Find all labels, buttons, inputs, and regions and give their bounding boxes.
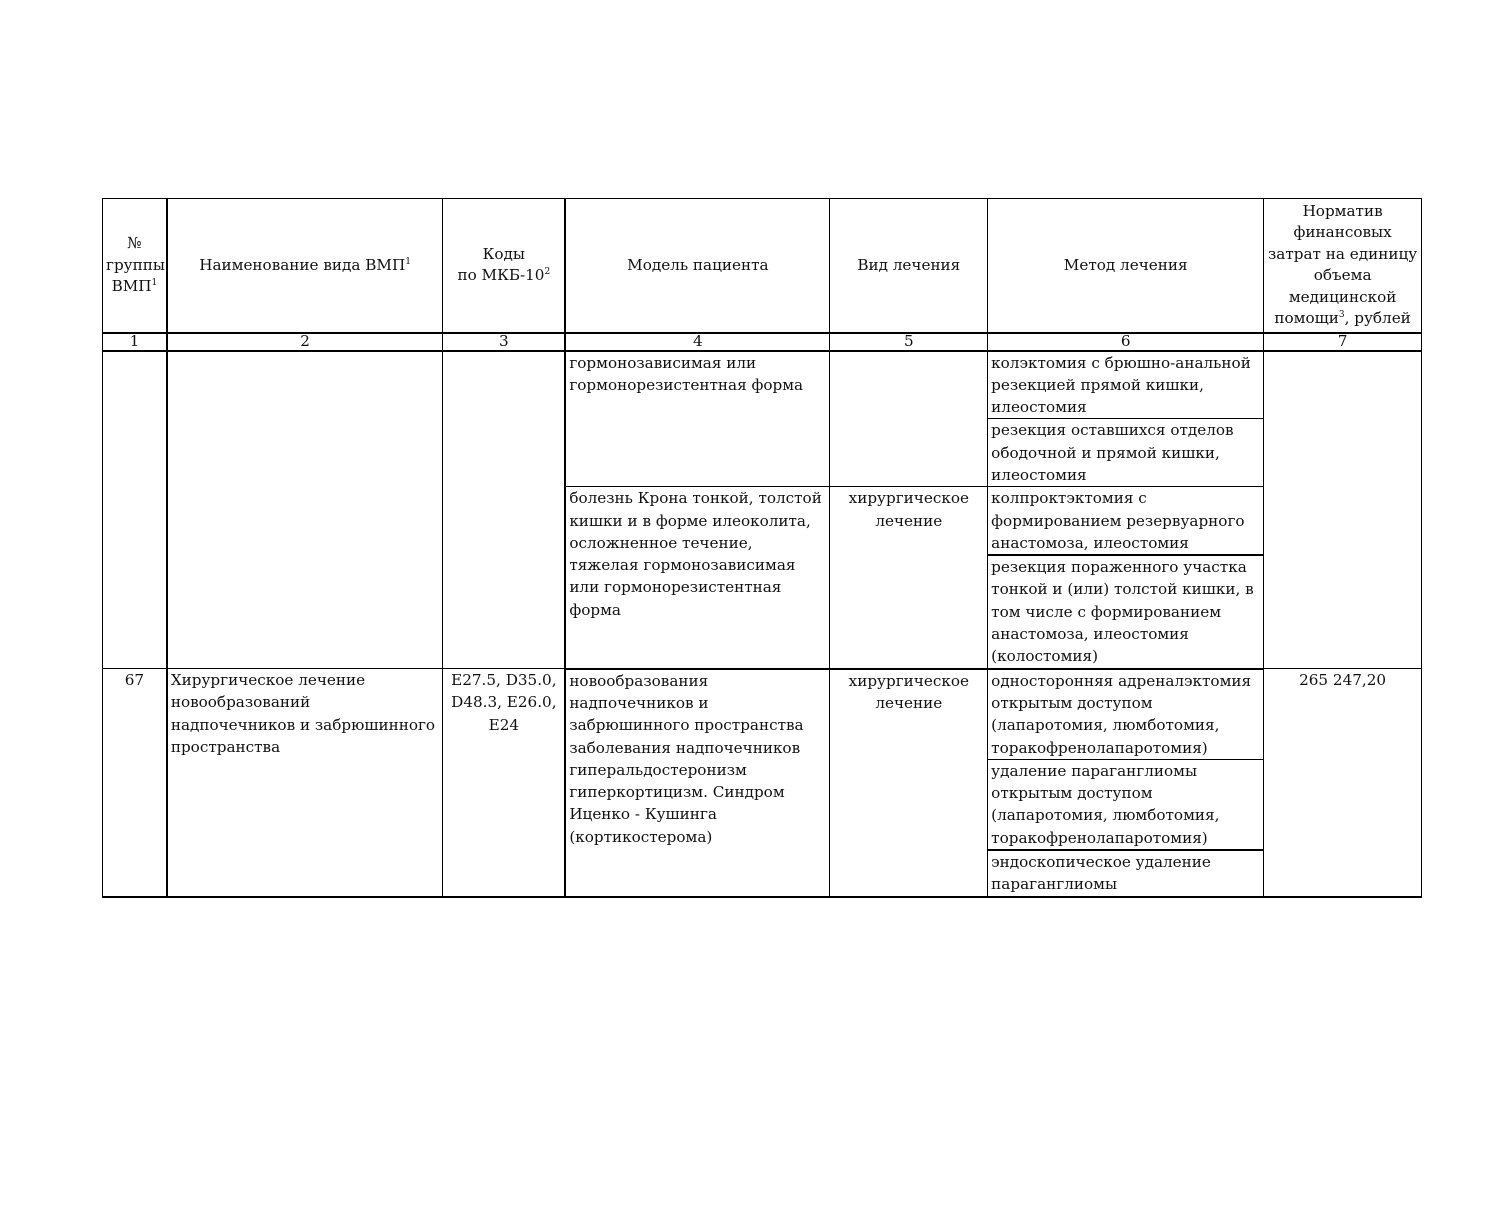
column-number: 3 (443, 333, 565, 351)
table-row (103, 669, 1422, 897)
treatment-type-cell (830, 351, 988, 487)
treatment-method: колпроктэктомия с формированием резервуарного анастомоза, илеостомия (988, 487, 1263, 556)
header-icd-codes (443, 199, 565, 333)
icd-codes-cell (443, 351, 565, 669)
header-vmp-name (167, 199, 443, 333)
header-text: по МКБ-10 (457, 266, 545, 285)
treatment-type-cell: хирургическое лечение (830, 669, 988, 897)
header-text: Вид лечения (857, 255, 961, 274)
table-row (103, 351, 1422, 487)
treatment-type-cell: хирургическое лечение (830, 487, 988, 669)
column-number: 1 (103, 333, 167, 351)
treatment-method-cell (988, 669, 1264, 897)
header-text: медицинской (1288, 287, 1397, 306)
header-text: ВМП (111, 277, 152, 295)
icd-codes-cell: E27.5, D35.0, D48.3, E26.0, E24 (443, 669, 565, 897)
header-text: группы (106, 255, 165, 274)
column-number: 2 (167, 333, 443, 351)
footnote-ref: 3 (1338, 310, 1345, 321)
footnote-ref: 2 (544, 267, 551, 278)
header-group-number (103, 199, 167, 333)
vmp-name-cell: Хирургическое лечение новообразований надпочечников и забрюшинного пространства (167, 669, 443, 897)
header-text: помощи (1274, 309, 1339, 328)
header-text: объема (1313, 266, 1372, 285)
cost-cell (1264, 351, 1422, 669)
header-text: № (127, 234, 142, 252)
group-number-cell (103, 351, 167, 669)
treatment-method: односторонняя адреналэктомия открытым доступом (лапаротомия, люмботомия, торакофренолапаротомия) (988, 670, 1263, 760)
column-number-row (103, 333, 1422, 351)
footnote-ref: 1 (405, 256, 411, 267)
group-number-cell: 67 (103, 669, 167, 897)
header-text: финансовых (1293, 223, 1392, 242)
header-text: , рублей (1344, 309, 1411, 328)
treatment-method: резекция пораженного участка тонкой и (или) толстой кишки, в том числе с формированием анастомоза, илеостомия (колостомия) (991, 558, 1254, 666)
treatment-method: колэктомия с брюшно-анальной резекцией прямой кишки, илеостомия (988, 352, 1263, 420)
footnote-ref: 1 (151, 277, 158, 288)
treatment-method-cell (988, 487, 1264, 669)
patient-model-cell: гормонозависимая или гормонорезистентная форма (565, 351, 830, 487)
patient-model-cell: болезнь Крона тонкой, толстой кишки и в форме илеоколита, осложненное течение, тяжелая гормонозависимая или гормонорезистентная форма (565, 487, 830, 669)
header-treatment-type (830, 199, 988, 333)
header-text: затрат на единицу (1268, 244, 1418, 263)
header-text: Коды (482, 244, 525, 263)
header-text: Наименование вида ВМП (199, 255, 406, 274)
patient-model-cell: новообразования надпочечников и забрюшинного пространства заболевания надпочечников гиперальдостеронизм гиперкортицизм. Синдром Иценко - Кушинга (кортикостерома) (565, 669, 830, 897)
column-number: 4 (565, 333, 830, 351)
treatment-method: резекция оставшихся отделов ободочной и прямой кишки, илеостомия (991, 421, 1234, 484)
column-number: 5 (830, 333, 988, 351)
column-number: 6 (988, 333, 1264, 351)
header-row (103, 199, 1422, 333)
treatment-method: удаление параганглиомы открытым доступом (лапаротомия, люмботомия, торакофренолапаротомия) (988, 760, 1263, 851)
header-patient-model (565, 199, 830, 333)
cost-cell: 265 247,20 (1264, 669, 1422, 897)
vmp-name-cell (167, 351, 443, 669)
treatment-method: эндоскопическое удаление параганглиомы (991, 853, 1211, 894)
header-cost-norm (1264, 199, 1422, 333)
column-number: 7 (1264, 333, 1422, 351)
header-text: Метод лечения (1063, 255, 1188, 274)
treatment-method-cell (988, 351, 1264, 487)
header-text: Норматив (1302, 201, 1383, 220)
header-text: Модель пациента (627, 255, 769, 274)
vmp-table (102, 198, 1422, 898)
header-treatment-method (988, 199, 1264, 333)
